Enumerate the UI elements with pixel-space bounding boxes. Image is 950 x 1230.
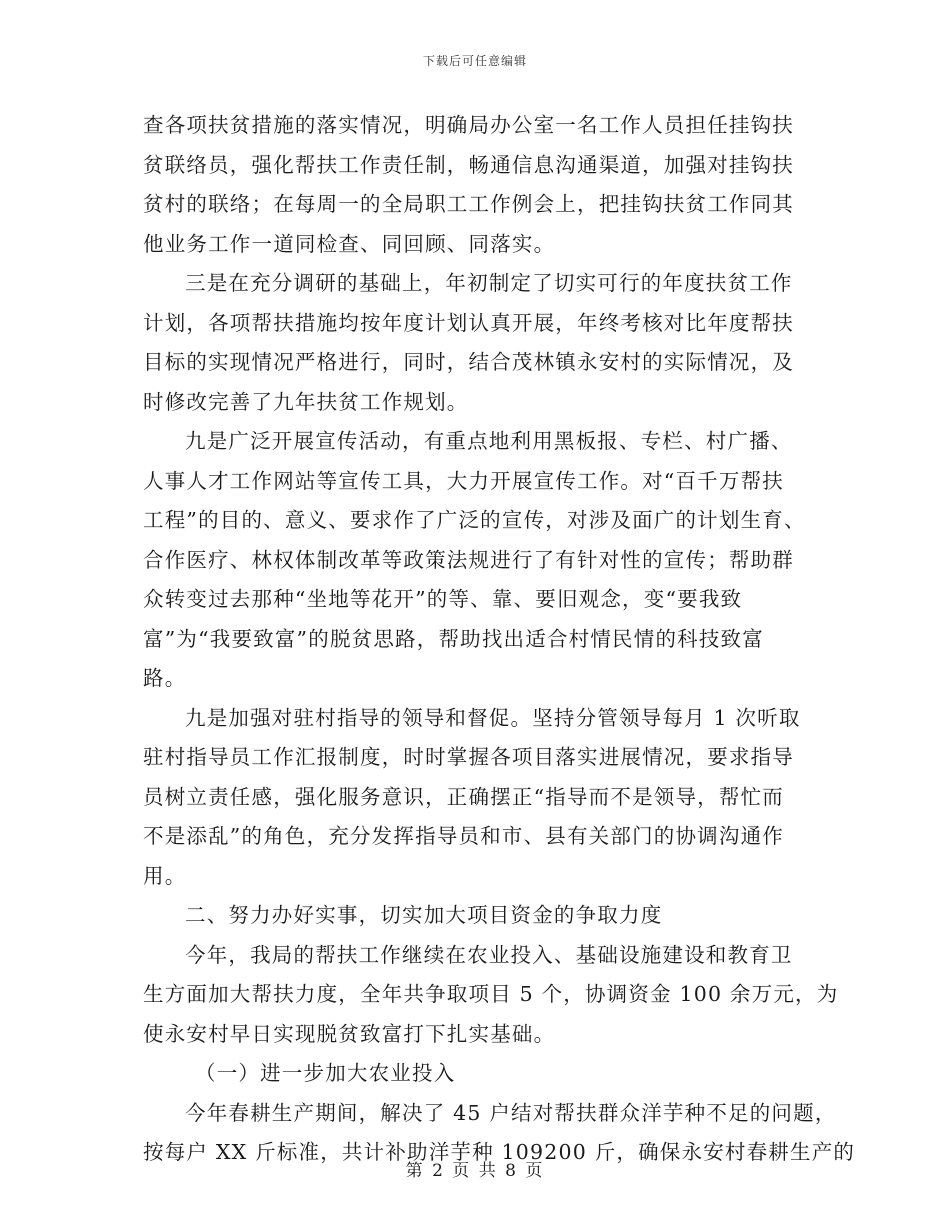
text-line: 不是添乱”的角色，充分发挥指导员和市、县有关部门的协调沟通作 <box>143 824 784 848</box>
paragraph-start-line: 今年春耕生产期间，解决了 45 户结对帮扶群众洋芋种不足的问题， <box>185 1100 837 1125</box>
text-line: 驻村指导员工作汇报制度，时时掌握各项目落实进展情况，要求指导 <box>143 745 794 769</box>
text-line: 富”为“我要致富”的脱贫思路，帮助找出适合村情民情的科技致富 <box>143 626 764 651</box>
text-line: 生方面加大帮扶力度，全年共争取项目 5 个，协调资金 100 余万元，为 <box>143 982 839 1006</box>
text-line: 他业务工作一道同检查、同回顾、同落实。 <box>143 231 556 256</box>
paragraph-start-line: 九是加强对驻村指导的领导和督促。坚持分管领导每月 1 次听取 <box>185 705 801 730</box>
text-line: 用。 <box>143 863 187 888</box>
text-line: 使永安村早日实现脱贫致富打下扎实基础。 <box>143 1021 556 1046</box>
paragraph-start-line: 三是在充分调研的基础上，年初制定了切实可行的年度扶贫工作 <box>185 271 793 295</box>
text-line: 时修改完善了九年扶贫工作规划。 <box>143 389 469 414</box>
text-line: 路。 <box>143 666 187 690</box>
text-line: 计划，各项帮扶措施均按年度计划认真开展，年终考核对比年度帮扶 <box>143 310 794 335</box>
paragraph-start-line: 今年，我局的帮扶工作继续在农业投入、基础设施建设和教育卫 <box>185 942 793 967</box>
paragraph-start-line: 九是广泛开展宣传活动，有重点地利用黑板报、专栏、村广播、 <box>185 429 793 453</box>
page-number-footer: 第 2 页 共 8 页 <box>405 1161 545 1181</box>
text-line: 员树立责任感，强化服务意识，正确摆正“指导而不是领导，帮忙而 <box>143 784 784 809</box>
text-line: 目标的实现情况严格进行，同时，结合茂林镇永安村的实际情况，及 <box>143 350 794 374</box>
text-line: 合作医疗、林权体制改革等政策法规进行了有针对性的宣传；帮助群 <box>143 547 794 572</box>
text-line: 工程”的目的、意义、要求作了广泛的宣传，对涉及面广的计划生育、 <box>143 508 806 532</box>
document-body <box>143 106 856 1173</box>
text-line: 贫联络员，强化帮扶工作责任制，畅通信息沟通渠道，加强对挂钩扶 <box>143 152 794 177</box>
text-line: 众转变过去那种“坐地等花开”的等、靠、要旧观念，变“要我致 <box>143 587 743 611</box>
text-line: 贫村的联络；在每周一的全局职工工作例会上，把挂钩扶贫工作同其 <box>143 192 794 216</box>
subsection-heading: （一）进一步加大农业投入 <box>195 1061 456 1085</box>
text-line: 按每户 XX 斤标准，共计补助洋芋种 109200 斤，确保永安村春耕生产的 <box>143 1140 856 1164</box>
text-line: 查各项扶贫措施的落实情况，明确局办公室一名工作人员担任挂钩扶 <box>143 113 794 137</box>
section-heading: 二、努力办好实事，切实加大项目资金的争取力度 <box>185 903 663 927</box>
page-header: 下载后可任意编辑 <box>422 54 527 68</box>
text-line: 人事人才工作网站等宣传工具，大力开展宣传工作。对“百千万帮扶 <box>143 468 784 493</box>
